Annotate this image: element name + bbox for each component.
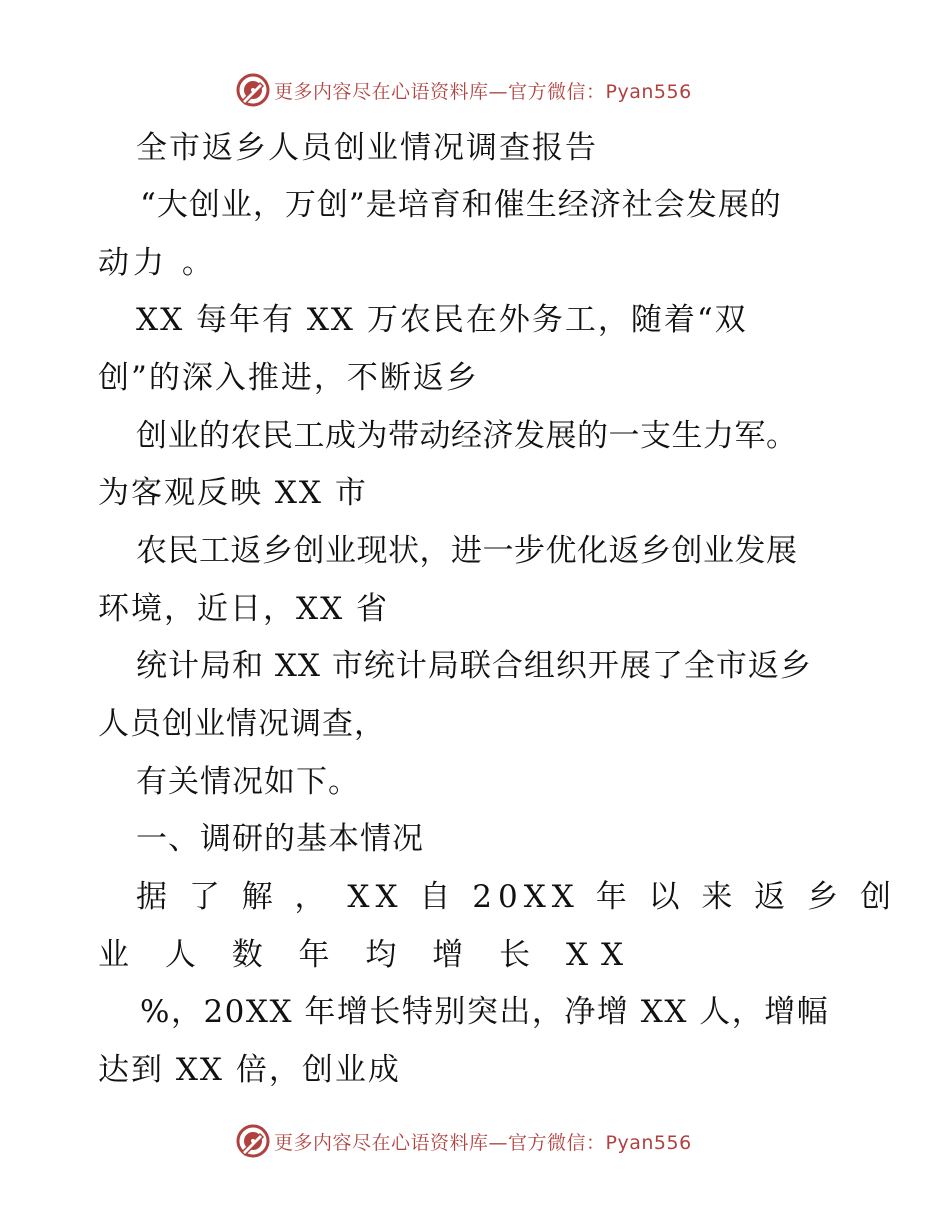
body-line: 人员创业情况调查， (98, 706, 386, 742)
body-line: 动力 。 (98, 245, 217, 281)
body-line: XX 每年有 XX 万农民在外务工，随着“双 (136, 302, 748, 338)
header-watermark (236, 70, 692, 110)
footer-watermark (236, 1121, 692, 1161)
body-line: 创业的农民工成为带动经济发展的一支生力军。 (136, 418, 798, 454)
pen-seal-logo-icon (236, 1124, 270, 1158)
body-line: 创”的深入推进，不断返乡 (98, 360, 479, 396)
body-line: 统计局和 XX 市统计局联合组织开展了全市返乡 (136, 648, 812, 684)
watermark-text: 更多内容尽在心语资料库—官方微信：Pyan556 (274, 80, 692, 103)
body-line: %，20XX 年增长特别突出，净增 XX 人，增幅 (140, 994, 830, 1030)
body-line: 环境，近日，XX 省 (98, 591, 389, 627)
pen-seal-logo-icon (236, 73, 270, 107)
body-line: “大创业，万创”是培育和催生经济社会发展的 (140, 187, 782, 223)
body-line: 达到 XX 倍，创业成 (98, 1052, 401, 1088)
body-line: 业 人 数 年 均 增 长 XX (98, 937, 637, 973)
document-title: 全市返乡人员创业情况调查报告 (136, 130, 598, 166)
body-line: 为客观反映 XX 市 (98, 475, 368, 511)
watermark-text: 更多内容尽在心语资料库—官方微信：Pyan556 (274, 1131, 692, 1154)
body-line: 据 了 解 ， XX 自 20XX 年 以 来 返 乡 创 (136, 879, 897, 915)
body-line: 农民工返乡创业现状，进一步优化返乡创业发展 (136, 533, 798, 569)
body-line: 有关情况如下。 (136, 764, 360, 800)
section-heading: 一、调研的基本情况 (136, 821, 424, 857)
